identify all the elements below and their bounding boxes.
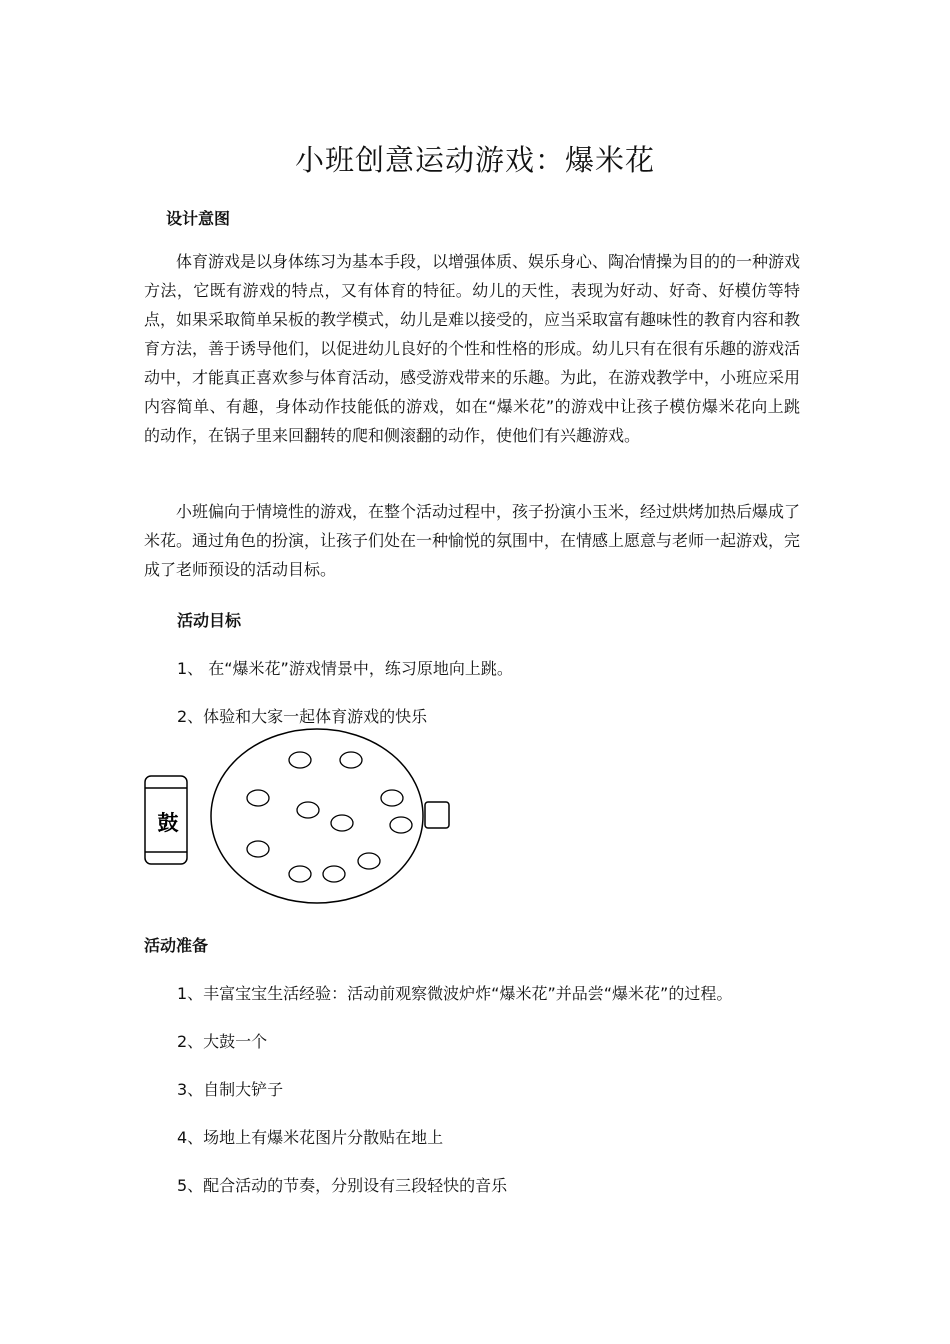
corn-kernel: [289, 752, 311, 768]
pan-handle: [425, 802, 449, 828]
corn-kernel: [381, 790, 403, 806]
heading-preparation: 活动准备: [144, 936, 209, 955]
preparation-item-1: 1、丰富宝宝生活经验：活动前观察微波炉炸“爆米花”并品尝“爆米花”的过程。: [177, 984, 733, 1003]
preparation-item-5: 5、配合活动的节奏，分别设有三段轻快的音乐: [177, 1176, 508, 1195]
corn-kernel: [247, 790, 269, 806]
activity-diagram: [140, 722, 460, 912]
corn-kernel: [331, 815, 353, 831]
corn-kernel: [323, 866, 345, 882]
preparation-item-3: 3、自制大铲子: [177, 1080, 284, 1099]
goal-item-2: 2、体验和大家一起体育游戏的快乐: [177, 707, 428, 726]
preparation-item-2: 2、大鼓一个: [177, 1032, 268, 1051]
corn-kernel: [358, 853, 380, 869]
corn-kernel: [340, 752, 362, 768]
corn-kernel: [390, 817, 412, 833]
heading-goals: 活动目标: [177, 611, 242, 630]
diagram-svg: [140, 722, 460, 912]
paragraph-design-intent-1: 体育游戏是以身体练习为基本手段，以增强体质、娱乐身心、陶冶情操为目的的一种游戏方法，它既有游戏的特点，又有体育的特征。幼儿的天性，表现为好动、好奇、好模仿等特点，如果采取简单呆板的教学模式，幼儿是难以接受的，应当采取富有趣味性的教育内容和教育方法，善于诱导他们，以促进幼儿良好的个性和性格的形成。幼儿只有在很有乐趣的游戏活动中，才能真正喜欢参与体育活动，感受游戏带来的乐趣。为此，在游戏教学中，小班应采用内容简单、有趣，身体动作技能低的游戏，如在“爆米花”的游戏中让孩子模仿爆米花向上跳的动作，在锅子里来回翻转的爬和侧滚翻的动作，使他们有兴趣游戏。: [144, 252, 801, 445]
corn-kernel: [247, 841, 269, 857]
heading-design-intent: 设计意图: [166, 209, 231, 228]
preparation-item-4: 4、场地上有爆米花图片分散贴在地上: [177, 1128, 444, 1147]
corn-kernel: [289, 866, 311, 882]
document-title: 小班创意运动游戏：爆米花: [294, 143, 655, 177]
corn-kernel: [297, 802, 319, 818]
paragraph-design-intent-2: 小班偏向于情境性的游戏，在整个活动过程中，孩子扮演小玉米，经过烘烤加热后爆成了米花。通过角色的扮演，让孩子们处在一种愉悦的氛围中，在情感上愿意与老师一起游戏，完成了老师预设的活动目标。: [144, 502, 801, 579]
goal-item-1: 1、 在“爆米花”游戏情景中，练习原地向上跳。: [177, 659, 513, 678]
drum-label: 鼓: [157, 810, 179, 835]
pan-shape: [211, 729, 423, 903]
